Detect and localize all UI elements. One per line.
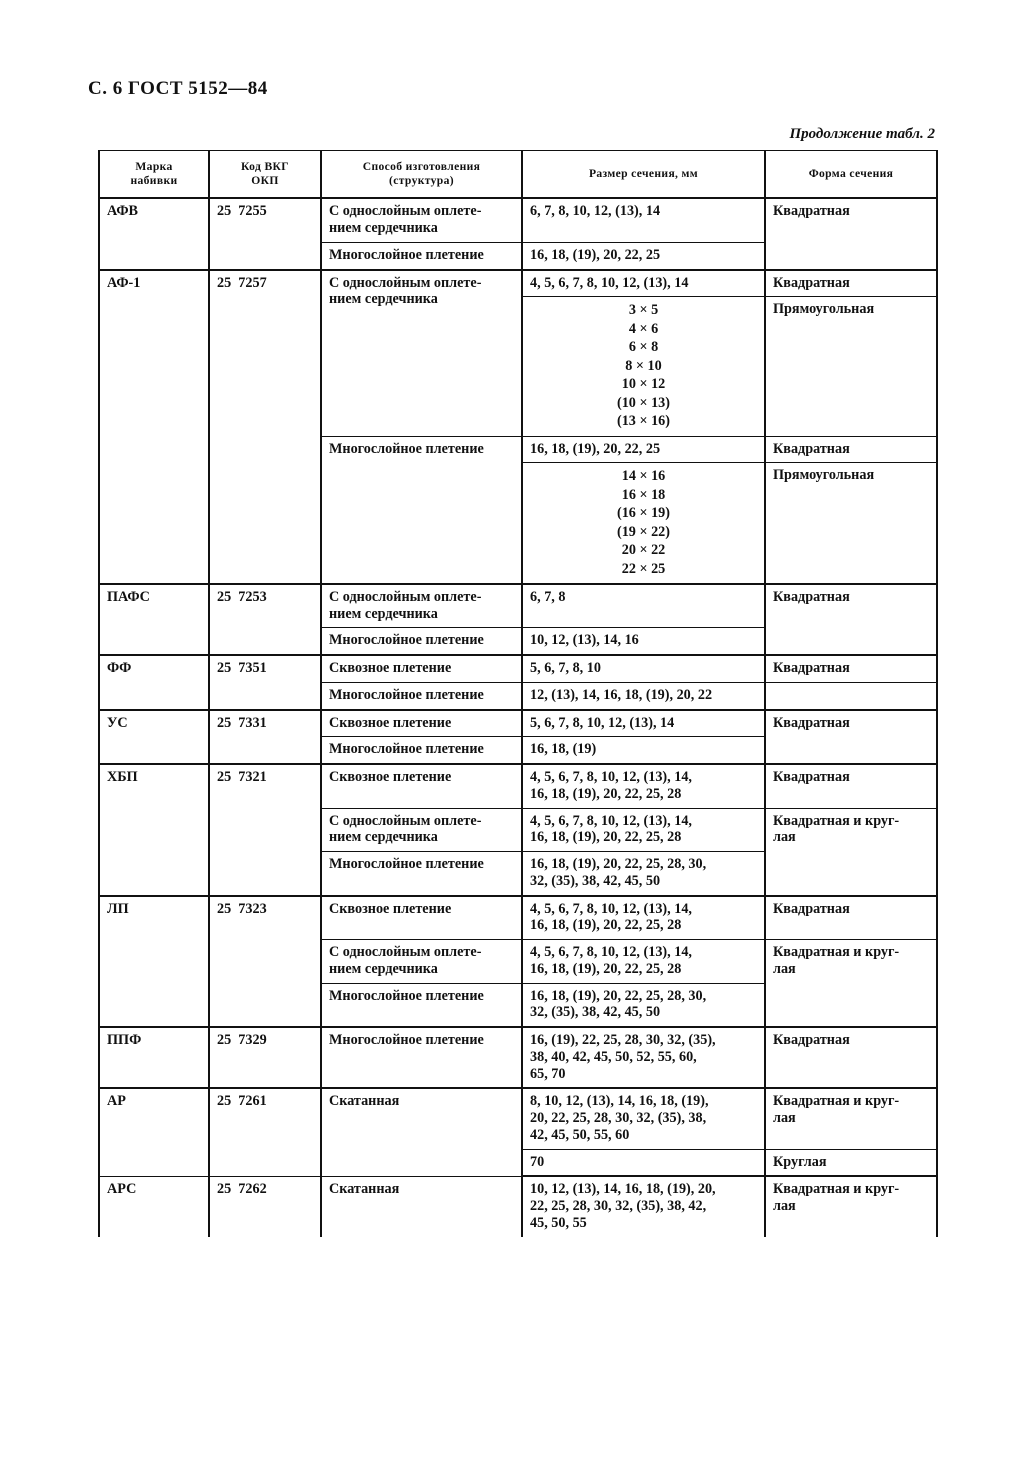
- cell-mark: АРС: [99, 1176, 209, 1236]
- method-line-2: нием сердечника: [329, 605, 438, 622]
- cell-size: [522, 1176, 765, 1236]
- table-row: [99, 655, 937, 682]
- cell-code: 25 7261: [209, 1088, 321, 1176]
- dimension-item: 10 × 12: [621, 376, 666, 393]
- packing-specification-table: [98, 150, 938, 1237]
- table-row: [99, 584, 937, 628]
- cell-mark: ПАФС: [99, 584, 209, 655]
- cell-method: [321, 808, 522, 852]
- size-line-1: 16, 18, (19), 20, 22, 25, 28, 30,: [530, 987, 707, 1004]
- header-line-1: Способ изготовления: [362, 160, 481, 173]
- method-line-1: С однослойным оплете-: [329, 944, 482, 961]
- column-header-method: [321, 151, 522, 199]
- header-line-1: Марка: [135, 160, 173, 173]
- column-header-code: [209, 151, 321, 199]
- shape-line-2: лая: [773, 829, 796, 846]
- method-line-2: нием сердечника: [329, 829, 438, 846]
- cell-code: 25 7253: [209, 584, 321, 655]
- cell-method: Многослойное плетение: [321, 242, 522, 269]
- cell-method: [321, 198, 522, 242]
- cell-method: Многослойное плетение: [321, 983, 522, 1027]
- shape-line-2: лая: [773, 960, 796, 977]
- cell-mark: ХБП: [99, 764, 209, 896]
- cell-size: 5, 6, 7, 8, 10: [522, 655, 765, 682]
- cell-mark: ЛП: [99, 896, 209, 1028]
- dimension-list: [530, 301, 757, 430]
- cell-shape: Квадратная: [765, 896, 937, 940]
- size-line-2: 32, (35), 38, 42, 45, 50: [530, 1004, 661, 1021]
- cell-size-dimension-list: [522, 463, 765, 584]
- column-header-mark: [99, 151, 209, 199]
- cell-method: Скатанная: [321, 1088, 522, 1176]
- cell-code: 25 7321: [209, 764, 321, 896]
- method-line-1: С однослойным оплете-: [329, 203, 482, 220]
- cell-size: [522, 983, 765, 1027]
- dimension-item: 16 × 18: [621, 486, 666, 503]
- dimension-item: 8 × 10: [625, 357, 662, 374]
- method-line-1: С однослойным оплете-: [329, 274, 482, 291]
- cell-method: Многослойное плетение: [321, 737, 522, 764]
- cell-shape: [765, 808, 937, 896]
- cell-shape-empty: [765, 682, 937, 709]
- cell-code: 25 7351: [209, 655, 321, 710]
- shape-line-1: Квадратная и круг-: [773, 944, 900, 961]
- cell-size: 5, 6, 7, 8, 10, 12, (13), 14: [522, 710, 765, 737]
- dimension-item: (10 × 13): [616, 394, 670, 411]
- cell-size: [522, 1027, 765, 1088]
- method-line-2: нием сердечника: [329, 220, 438, 237]
- dimension-item: 22 × 25: [621, 560, 666, 577]
- size-line-1: 4, 5, 6, 7, 8, 10, 12, (13), 14,: [530, 900, 692, 917]
- cell-size: 4, 5, 6, 7, 8, 10, 12, (13), 14: [522, 270, 765, 297]
- dimension-item: (13 × 16): [616, 413, 670, 430]
- cell-size: 16, 18, (19), 20, 22, 25: [522, 242, 765, 269]
- table-row: [99, 1176, 937, 1236]
- cell-method: Сквозное плетение: [321, 896, 522, 940]
- cell-shape: Квадратная: [765, 198, 937, 269]
- cell-size: 16, 18, (19): [522, 737, 765, 764]
- cell-code: 25 7331: [209, 710, 321, 765]
- method-line-1: С однослойным оплете-: [329, 588, 482, 605]
- column-header-size: [522, 151, 765, 199]
- cell-shape: Квадратная: [765, 710, 937, 765]
- cell-method: [321, 270, 522, 436]
- size-line-2: 22, 25, 28, 30, 32, (35), 38, 42,: [530, 1198, 707, 1215]
- size-line-2: 16, 18, (19), 20, 22, 25, 28: [530, 917, 682, 934]
- size-line-3: 65, 70: [530, 1065, 566, 1082]
- column-header-shape: [765, 151, 937, 199]
- dimension-item: (19 × 22): [616, 523, 670, 540]
- size-line-2: 16, 18, (19), 20, 22, 25, 28: [530, 960, 682, 977]
- cell-shape: Круглая: [765, 1149, 937, 1176]
- method-line-2: нием сердечника: [329, 960, 438, 977]
- table-row: [99, 710, 937, 737]
- cell-size: 70: [522, 1149, 765, 1176]
- cell-size: [522, 852, 765, 896]
- cell-shape: Квадратная: [765, 270, 937, 297]
- header-line-1: Код ВКГ: [240, 160, 290, 173]
- method-line-2: нием сердечника: [329, 291, 438, 308]
- cell-shape: [765, 1176, 937, 1236]
- cell-code: 25 7255: [209, 198, 321, 269]
- size-line-2: 38, 40, 42, 45, 50, 52, 55, 60,: [530, 1048, 697, 1065]
- dimension-item: 4 × 6: [628, 320, 659, 337]
- cell-size: [522, 764, 765, 808]
- cell-size: 12, (13), 14, 16, 18, (19), 20, 22: [522, 682, 765, 709]
- size-line-3: 42, 45, 50, 55, 60: [530, 1126, 630, 1143]
- cell-method: Многослойное плетение: [321, 682, 522, 709]
- dimension-item: (16 × 19): [616, 505, 670, 522]
- header-line-2: набивки: [130, 173, 178, 187]
- cell-mark: АФВ: [99, 198, 209, 269]
- method-line-1: С однослойным оплете-: [329, 812, 482, 829]
- cell-method: Многослойное плетение: [321, 436, 522, 584]
- cell-shape: Квадратная: [765, 436, 937, 463]
- header-line-1: Размер сечения, мм: [588, 166, 699, 180]
- size-line-1: 16, (19), 22, 25, 28, 30, 32, (35),: [530, 1032, 716, 1049]
- table-row: [99, 896, 937, 940]
- cell-shape: Квадратная: [765, 764, 937, 808]
- shape-line-2: лая: [773, 1198, 796, 1215]
- size-line-2: 20, 22, 25, 28, 30, 32, (35), 38,: [530, 1110, 707, 1127]
- header-line-2: (структура): [389, 173, 454, 187]
- cell-shape: Квадратная: [765, 584, 937, 655]
- cell-mark: УС: [99, 710, 209, 765]
- table-continuation-note: Продолжение табл. 2: [789, 126, 935, 142]
- cell-size: [522, 940, 765, 984]
- table-row: [99, 198, 937, 242]
- cell-method: Сквозное плетение: [321, 655, 522, 682]
- cell-size: [522, 896, 765, 940]
- cell-size: 16, 18, (19), 20, 22, 25: [522, 436, 765, 463]
- cell-size: 10, 12, (13), 14, 16: [522, 628, 765, 655]
- dimension-item: 6 × 8: [628, 339, 659, 356]
- cell-method: [321, 940, 522, 984]
- cell-shape: [765, 940, 937, 1028]
- size-line-1: 16, 18, (19), 20, 22, 25, 28, 30,: [530, 856, 707, 873]
- table-header-row: [99, 151, 937, 199]
- cell-shape: Прямоугольная: [765, 463, 937, 584]
- table-row: [99, 270, 937, 297]
- cell-method: Сквозное плетение: [321, 764, 522, 808]
- size-line-2: 32, (35), 38, 42, 45, 50: [530, 872, 661, 889]
- shape-line-2: лая: [773, 1110, 796, 1127]
- cell-mark: АР: [99, 1088, 209, 1176]
- table-row: [99, 1088, 937, 1149]
- cell-size-dimension-list: [522, 297, 765, 436]
- size-line-2: 16, 18, (19), 20, 22, 25, 28: [530, 785, 682, 802]
- dimension-list: [530, 467, 757, 578]
- cell-code: 25 7329: [209, 1027, 321, 1088]
- cell-mark: ФФ: [99, 655, 209, 710]
- cell-code: 25 7257: [209, 270, 321, 584]
- cell-mark: АФ-1: [99, 270, 209, 584]
- cell-method: Скатанная: [321, 1176, 522, 1236]
- page-header: С. 6 ГОСТ 5152—84: [88, 78, 268, 99]
- size-line-2: 16, 18, (19), 20, 22, 25, 28: [530, 829, 682, 846]
- cell-shape: Квадратная: [765, 1027, 937, 1088]
- cell-method: Многослойное плетение: [321, 1027, 522, 1088]
- shape-line-1: Квадратная и круг-: [773, 1093, 900, 1110]
- cell-shape: Прямоугольная: [765, 297, 937, 436]
- cell-size: 6, 7, 8, 10, 12, (13), 14: [522, 198, 765, 242]
- dimension-item: 3 × 5: [628, 302, 659, 319]
- cell-code: 25 7262: [209, 1176, 321, 1236]
- cell-mark: ППФ: [99, 1027, 209, 1088]
- cell-size: [522, 808, 765, 852]
- size-line-1: 4, 5, 6, 7, 8, 10, 12, (13), 14,: [530, 769, 692, 786]
- cell-method: Многослойное плетение: [321, 852, 522, 896]
- size-line-1: 8, 10, 12, (13), 14, 16, 18, (19),: [530, 1093, 709, 1110]
- cell-shape: Квадратная: [765, 655, 937, 682]
- dimension-item: 14 × 16: [621, 468, 666, 485]
- table-row: [99, 764, 937, 808]
- shape-line-1: Квадратная и круг-: [773, 1181, 900, 1198]
- dimension-item: 20 × 22: [621, 542, 666, 559]
- cell-size: [522, 1088, 765, 1149]
- cell-shape: [765, 1088, 937, 1149]
- cell-code: 25 7323: [209, 896, 321, 1028]
- table-container: [98, 150, 936, 1237]
- table-row: [99, 1027, 937, 1088]
- cell-size: 6, 7, 8: [522, 584, 765, 628]
- cell-method: Сквозное плетение: [321, 710, 522, 737]
- header-line-2: ОКП: [251, 173, 279, 187]
- shape-line-1: Квадратная и круг-: [773, 812, 900, 829]
- cell-method: [321, 584, 522, 628]
- size-line-3: 45, 50, 55: [530, 1214, 587, 1231]
- size-line-1: 4, 5, 6, 7, 8, 10, 12, (13), 14,: [530, 812, 692, 829]
- header-line-1: Форма сечения: [808, 166, 894, 180]
- size-line-1: 4, 5, 6, 7, 8, 10, 12, (13), 14,: [530, 944, 692, 961]
- size-line-1: 10, 12, (13), 14, 16, 18, (19), 20,: [530, 1181, 716, 1198]
- cell-method: Многослойное плетение: [321, 628, 522, 655]
